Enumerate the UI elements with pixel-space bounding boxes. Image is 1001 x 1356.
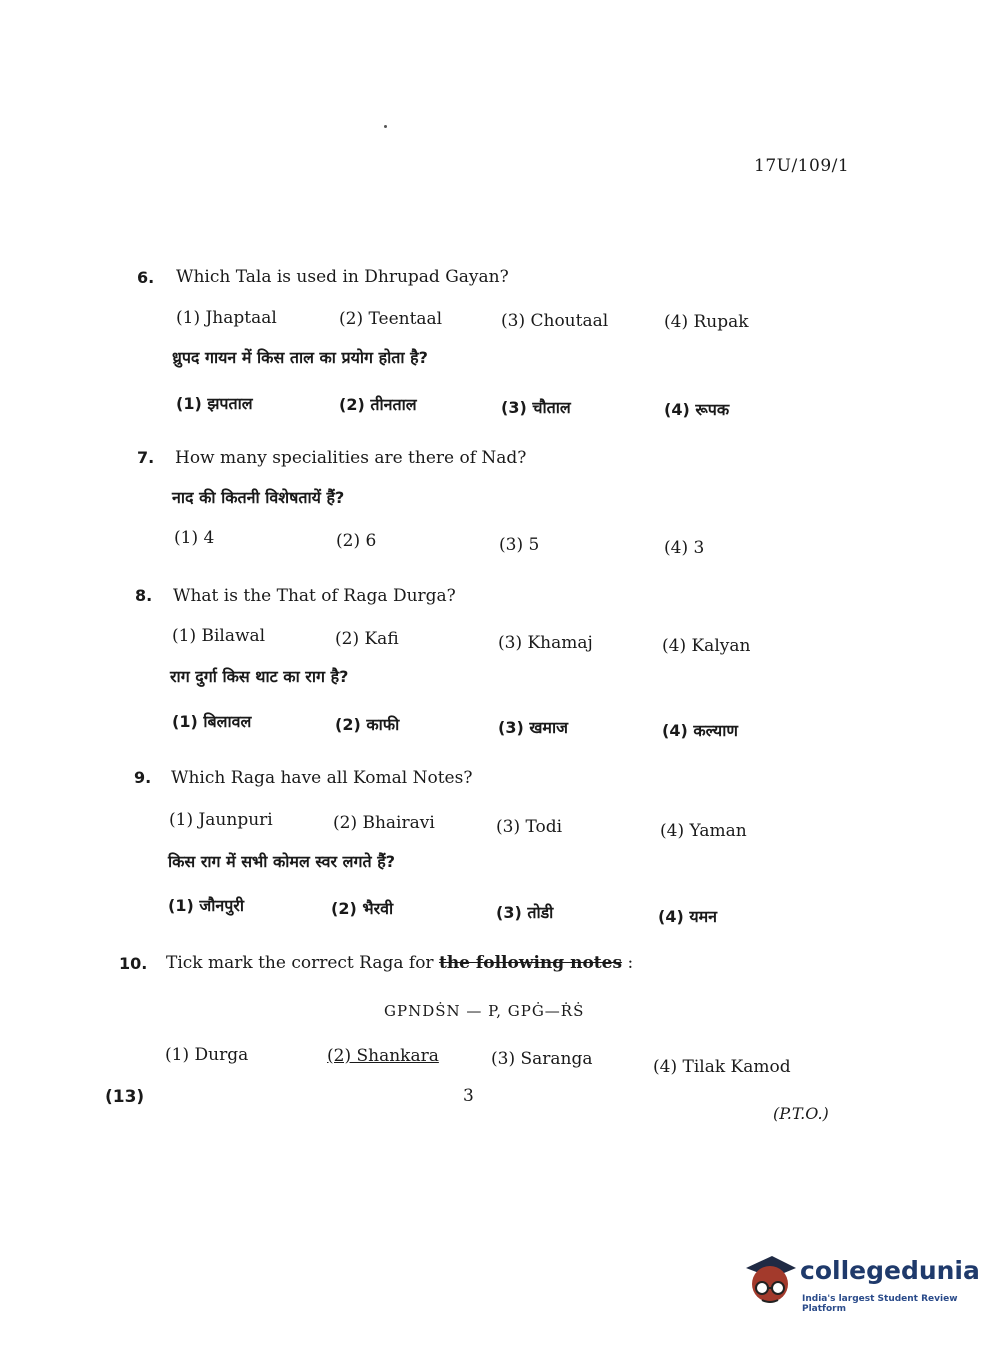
struck-text: the following notes [438,953,623,973]
option-4-hindi: (4) रूपक [664,400,730,419]
option-1-hindi: (1) जौनपुरी [168,896,245,915]
option-4: (4) Tilak Kamod [653,1057,791,1077]
option-1: (1) Durga [165,1045,249,1065]
swar-notes: GPNDṠN — P, GPĠ—ṘṠ [384,1002,585,1020]
question-text [166,953,633,973]
option-1: (1) Bilawal [172,626,266,646]
question-text: Which Raga have all Komal Notes? [171,768,473,788]
speck [384,125,387,128]
option-1: (1) Jaunpuri [169,810,273,830]
option-2-hindi: (2) भैरवी [331,899,394,918]
option-4: (4) Rupak [664,312,749,332]
mascot-icon [742,1250,798,1310]
option-3: (3) Saranga [491,1049,593,1069]
question-text-hindi: राग दुर्गा किस थाट का राग है? [170,667,349,686]
option-2-hindi: (2) तीनताल [339,395,417,414]
option-3-hindi: (3) खमाज [498,718,569,737]
question-text-hindi: ध्रुपद गायन में किस ताल का प्रयोग होता है? [172,348,428,367]
option-2-hindi: (2) काफी [335,715,400,734]
option-3: (3) Todi [496,817,563,837]
option-4: (4) Yaman [660,821,747,841]
option-4: (4) 3 [664,538,705,558]
option-2: (2) Kafi [335,629,399,649]
brand-tagline: India's largest Student Review Platform [802,1294,958,1314]
pto-marker: (P.T.O.) [773,1104,829,1123]
option-3-hindi: (3) तोडी [496,903,554,922]
option-2: (2) 6 [336,531,377,551]
question-text-colon: : [627,953,634,973]
option-4: (4) Kalyan [662,636,751,656]
option-4-hindi: (4) यमन [658,907,718,926]
question-number: 8. [135,586,153,605]
option-2: (2) Bhairavi [333,813,435,833]
question-number: 6. [137,268,155,287]
paper-code: 17U/109/1 [754,156,850,176]
question-number: 7. [137,448,155,467]
option-1: (1) 4 [174,528,215,548]
collegedunia-logo [742,1250,980,1314]
option-4-hindi: (4) कल्याण [662,721,738,740]
option-3: (3) 5 [499,535,540,555]
option-2: (2) Teentaal [339,309,443,329]
question-text: Which Tala is used in Dhrupad Gayan? [176,267,509,287]
option-3: (3) Choutaal [501,311,609,331]
question-number: 9. [134,768,152,787]
question-text-hindi: किस राग में सभी कोमल स्वर लगते हैं? [168,852,395,871]
question-text: How many specialities are there of Nad? [175,448,527,468]
option-2: (2) Shankara [327,1046,439,1066]
option-1: (1) Jhaptaal [176,308,277,328]
question-range-marker: (13) [105,1087,145,1107]
option-3: (3) Khamaj [498,633,593,653]
question-number: 10. [119,954,148,973]
option-3-hindi: (3) चौताल [501,398,571,417]
question-text-hindi: नाद की कितनी विशेषतायें हैं? [172,488,345,507]
question-text: What is the That of Raga Durga? [173,586,456,606]
page-number: 3 [463,1086,474,1106]
option-1-hindi: (1) झपताल [176,394,253,413]
option-1-hindi: (1) बिलावल [172,712,252,731]
brand-name: collegedunia [800,1256,980,1285]
question-text-main: Tick mark the correct Raga for [166,953,434,973]
